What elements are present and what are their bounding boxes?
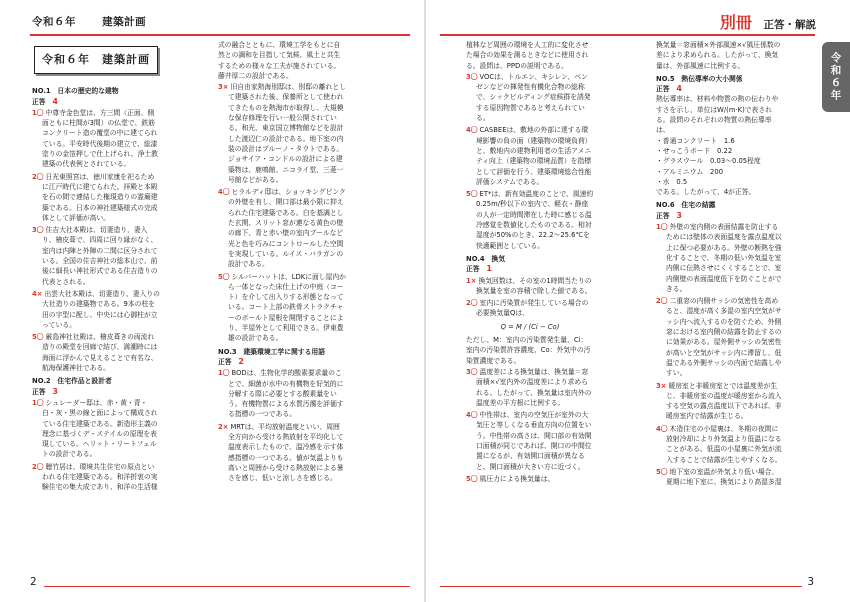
formula-note: ただし、M：室内の汚染質発生量、Ci：室内の汚染質許容濃度、Co：外気中の汚染質濃度である。 [466, 336, 591, 365]
answer-item: 5〇 風圧力による換気量は、 [466, 474, 555, 483]
continued-text: 換気量＝窓面積×外部風速×√風圧係数の差により求められる。したがって、換気量は、外部風速に比例する。 [656, 41, 781, 70]
answer-item: 1〇 シュレーダー邸は、赤・黄・青・白・灰・黒の線と面によって構成されている住宅建築である。新造形主義の理念に基づくデ・ステイルの原理を表現している。ヘリット・リートフェルトの設計である。 [32, 398, 158, 459]
left-page-number: 2 [30, 576, 37, 588]
conductivity-row: ・普通コンクリート 1.6 [656, 136, 735, 145]
q3-heading: NO.3 建築環境工学に関する用語 [218, 347, 325, 356]
conductivity-row: ・グラスウール 0.03～0.05程度 [656, 157, 761, 166]
side-tab[interactable]: 令和６年 [822, 42, 850, 112]
answer-item: 4〇 木造住宅の小屋裏は、冬期の夜間に放射冷却により外気温より低温になることがある。低温の小屋裏に外気が流入することで結露が生じやすくなる。 [656, 424, 782, 464]
continued-text: 式の融合とともに、環境工学をもとに自然との調和を目指して気候、風土と共生するための様々な工夫が施されている。藤井厚二の設計である。 [218, 41, 341, 80]
q3-answer: 正答 2 [218, 356, 244, 366]
q6-heading: NO.6 住宅の結露 [656, 201, 716, 210]
ventilation-formula: Q = M / (Ci − Co) [500, 322, 560, 331]
answer-item: 4〇 ヒラルディ邸は、ショッキングピンクの外壁を有し、開口部は最小限に抑えられた住宅建築である。白を基調とした玄関、スリット窓が連なる黄色の壁の廊下、青と赤い壁の室内プールなど光と色を巧みにコントロールした空間を実現している。ルイス・バラガンの設計である。 [218, 188, 346, 269]
answer-item: 4〇 中性帯は、室内の空気圧が室外の大気圧と等しくなる垂直方向の位置をいう。中性帯の高さは、開口部の有効開口面積が同じであれば、開口の中間位置になるが、有効開口面積が異なると、開口面積が大きい方に近づく。 [466, 411, 592, 471]
q6-answer: 正答 3 [656, 210, 682, 220]
column-1 [32, 40, 160, 570]
right-header [720, 10, 816, 33]
right-footer-rule [440, 586, 802, 587]
q1-answer: 正答 4 [32, 96, 58, 106]
q5-heading: NO.5 熱伝導率の大小関係 [656, 74, 743, 83]
column-2 [218, 40, 346, 570]
q2-answer: 正答 3 [32, 386, 58, 396]
answer-item: 2〇 室内に汚染質が発生している場合の必要換気量Qは、 [466, 299, 589, 318]
left-footer-rule [44, 586, 410, 587]
answer-item: 3〇 VOCは、トルエン、キシレン、ベンゼンなどの揮発性有機化合物の総称で、シックビルディング症候群を誘発する原因物質であると考えられている。 [466, 72, 591, 123]
header-answer-label: 正答・解説 [763, 19, 816, 31]
answer-item: 5〇 地下室の室温が外気より低い場合、夏期に地下室に、換気により高湿多湿 [656, 467, 782, 487]
answer-item: 3〇 住吉大社本殿は、切妻造り、妻入り、檜皮葺で、四周に回り縁がなく、室内は内陣と外陣の二間に区分されている。全国の住吉神社の総本山で、前後に細長い神社形式である住吉造りの代表とされる。 [32, 226, 158, 286]
right-header-rule [440, 34, 815, 36]
left-header [32, 14, 168, 29]
q2-heading: NO.2 住宅作品と設計者 [32, 377, 112, 386]
conductivity-row: ・水 0.5 [656, 177, 688, 186]
answer-item: 4× 出雲大社本殿は、切妻造り、妻入りの大社造りの建築物である。9本の柱を田の字型に配し、中央には心御柱が立っている。 [32, 289, 160, 329]
q5-answer: 正答 4 [656, 84, 682, 94]
conductivity-row: ・アルミニウム 200 [656, 167, 724, 176]
q4-answer: 正答 1 [466, 264, 492, 274]
q5-intro: 熱伝導率は、材料や物質の熱の伝わりやすさを示し、単位はW/(m·K)で表される。設問のそれぞれの物質の熱伝導率は、 [656, 95, 779, 135]
answer-item: 3〇 温度差による換気量は、換気量＝窓面積×√室内外の温度差により求められる。したがって、換気量は室内外の温度差の平方根に比例する。 [466, 367, 592, 407]
conductivity-row: ・せっこうボード 0.22 [656, 146, 733, 155]
answer-item: 2〇 二重窓の内側サッシの気密性を高めると、湿度が高く多湿の室内空気がサッシ内へ流入するのを防ぐため、外側窓における室内側の結露を防止するのに効果がある。屋外側サッシの気密性が高いと空気がサッシ内に滞留し、低温である外側サッシの内面で結露しやすい。 [656, 297, 782, 378]
answer-item: 1〇 中尊寺金色堂は、方三間（正面、側面ともに柱間が3間）の仏堂で、鉄筋コンクリート造の覆堂の中に建てられている。平安時代後期の建立で、総漆塗りの金箔押しで仕上げられ、浄土教建築の代表例とされている。 [32, 108, 158, 169]
q4-heading: NO.4 換気 [466, 254, 506, 263]
column-3 [466, 40, 594, 570]
answer-item: 5〇 シルバーハットは、LDKに面し屋内から一体となった床仕上げの中庭（コート）を介して出入りする形態となっている。コート上部の鉄骨ストラクチャーのボールト屋根を開閉することにより、半屋外として利用できる。伊東豊雄の設計である。 [218, 272, 346, 343]
column-4 [656, 40, 784, 570]
answer-item: 5〇 ET*は、新有効温度のことで、風速約0.25m/秒以下の室内で、軽衣・静座の人が一定時間滞在した時に感じる温冷感覚を数値化したものである。相対湿度が50%のとき、22.2～25.6℃を快適範囲としている。 [466, 190, 594, 250]
header-year: 令和６年 [32, 16, 76, 28]
q1-heading: NO.1 日本の歴史的な建物 [32, 87, 119, 96]
header-bessatsu: 別冊 [719, 13, 752, 32]
gutter [424, 0, 426, 602]
answer-item: 2〇 聴竹居は、環境共生住宅の原点といわれる住宅建築である。和洋折衷の実験住宅の集大成であり、和洋の生活様 [32, 462, 158, 492]
answer-item: 5〇 厳島神社社殿は、檜皮葺きの両流れ造りの殿堂を回廊で結び、満潮時には海面に浮かんで見えることで有名な、航海保護神社である。 [32, 333, 158, 373]
answer-item: 4〇 CASBEEは、敷地の外部に達する環境影響の負の面（建築物の環境負荷）と、敷地内の建物利用者の生活アメニティ向上（建築物の環境品質）を指標として評価を行う、建築環境総合性能評価システムである。 [466, 126, 592, 186]
q5-conclusion: である。したがって、4が正答。 [656, 188, 756, 197]
answer-item: 1〇 外壁の室内側の表面結露を防止するためには壁体の表面温度を露点温度以上に保つ必要がある。外壁の断熱を強化することで、冬期の低い外気温を室内側に伝熱させにくくすることで、室内側壁の表面温度低下を防ぐことができる。 [656, 223, 782, 293]
answer-item: 2× MRTは、平均放射温度といい、周囲全方向から受ける熱放射を平均化して温度表示したもので、温冷感を示す体感指標の一つである。値が気温よりも高いと周囲から受ける熱放射による暑さを感じ、低いと涼しさを感じる。 [218, 422, 344, 483]
answer-item: 3× 旧自由家熱海別邸は、別邸の離れとして建築された後、保養所として使われてきたものを熱海市が取得し、大規模な保存修理を行い一般公開されている。和光、東京国立博物館などを設計した渡辺仁の設計である。地下室の内装の設計はブルーノ・タウトである。ジョサイア・コンドルの設計による建築物は、鹿鳴館、ニコライ堂、三菱一号館などがある。 [218, 83, 346, 184]
answer-item: 2〇 日光東照宮は、徳川家康を祀るために江戸時代に建てられた。拝殿と本殿を石の間で連結した権現造りの霊廟建築である。日本の神社建築様式の完成体として評価が高い。 [32, 172, 158, 222]
header-subject: 建築計画 [102, 16, 147, 28]
continued-text: 植林など周囲の環境を人工的に変化させた場合の効果を測るときなどに使用される。設問は、PPDの説明である。 [466, 41, 589, 70]
answer-item: 3× 暖房室と非暖房室とでは温度差が生じ、非暖房室の温度が暖房室から流入する空気の露点温度以下であれば、非暖房室内で結露が生じる。 [656, 381, 782, 421]
answer-item: 1〇 BODは、生物化学的酸素要求量のことで、細菌が水中の有機物を好気的に分解する際に必要とする酸素量をいう。有機物質による水質汚濁を評価する指標の一つである。 [218, 369, 344, 419]
right-page-number: 3 [807, 576, 814, 588]
left-header-rule [30, 34, 410, 36]
section-title: 令和６年 建築計画 [34, 46, 158, 74]
answer-item: 1× 換気回数は、その室の1時間当たりの換気量を室の容積で除した値である。 [466, 276, 592, 295]
